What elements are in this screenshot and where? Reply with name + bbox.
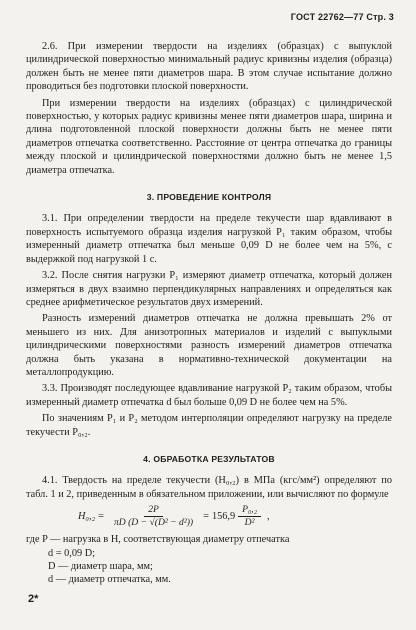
paragraph-3-2: 3.2. После снятия нагрузки P₁ измеряют диаметр отпечатка, который должен измеряться в двух взаимно перпендикулярных направлениях и определяться как среднее арифметическое результатов двух измерений.	[26, 270, 392, 308]
legend-row: D — диаметр шара, мм;	[48, 561, 153, 572]
hardness-formula	[78, 504, 392, 529]
page-content	[26, 40, 392, 587]
formula-fraction-2	[238, 504, 261, 529]
section-3-title: 3. ПРОВЕДЕНИЕ КОНТРОЛЯ	[146, 192, 272, 203]
equals-sign: =	[98, 510, 104, 522]
paragraph-3-2-cont: Разность измерений диаметров отпечатка не должна превышать 2% от меньшего из них. Для анизотропных материалов и изделий с выпуклыми цилиндрическими поверхностями разность измерений диаметров отпечатка должна быть указана в нормативно-технической документации на металлопродукцию.	[26, 313, 392, 378]
formula-coefficient: 156,9	[211, 510, 236, 522]
fraction-1-numerator: 2P	[144, 504, 163, 517]
paragraph-4-1: 4.1. Твердость на пределе текучести (H₀,₂) в МПа (кгс/мм²) определяют по табл. 1 и 2, приведенным в обязательном приложении, или вычисляют по формуле	[26, 475, 392, 500]
legend-row: d = 0,09 D;	[48, 547, 95, 559]
section-4-title: 4. ОБРАБОТКА РЕЗУЛЬТАТОВ	[143, 453, 275, 464]
fraction-2-numerator: P₀,₂	[238, 504, 261, 517]
formula-fraction-1	[110, 504, 197, 529]
legend-row: где P — нагрузка в Н, соответствующая диаметру отпечатка	[26, 534, 290, 546]
fraction-2-denominator: D²	[244, 517, 255, 529]
legend-row: d — диаметр отпечатка, мм.	[48, 574, 171, 586]
equals-sign-2: =	[203, 510, 209, 522]
fraction-1-denominator: πD (D − √(D² − d²))	[113, 517, 194, 529]
paragraph-2-6-cont: При измерении твердости на изделиях (образцах) с цилиндрической поверхностью, у которых радиус кривизны менее пяти диаметров шара, ширина и длина подготовленной плоской поверхности должны быть не менее пяти диаметров отпечатка соответственно. Расстояние от центра отпечатка до границы между плоской и цилиндрической поверхностями должно быть не менее 1,5 диаметра отпечатка.	[26, 97, 392, 176]
paragraph-2-6: 2.6. При измерении твердости на изделиях (образцах) с выпуклой цилиндрической поверхностью минимальный радиус кривизны изделия (образца) должен быть не менее пяти диаметров шара. В этом случае испытание должно проводиться без подготовки плоской поверхности.	[26, 41, 392, 93]
formula-legend	[26, 533, 392, 587]
formula-lhs: H₀,₂	[78, 510, 96, 522]
signature-mark: 2*	[28, 593, 39, 605]
paragraph-3-3: 3.3. Производят последующее вдавливание нагрузкой P₂ таким образом, чтобы измеренный диаметр отпечатка d был больше 0,09 D не более чем на 5%.	[26, 383, 392, 408]
paragraph-3-1: 3.1. При определении твердости на пределе текучести шар вдавливают в поверхность испытуемого образца изделия нагрузкой P₁ таким образом, чтобы измеренный диаметр отпечатка был меньше 0,09 D не более чем на 5%, с выдержкой под нагрузкой 1 с.	[26, 213, 392, 265]
page-header: ГОСТ 22762—77 Стр. 3	[290, 12, 394, 22]
paragraph-3-3-cont: По значениям P₁ и P₂ методом интерполяции определяют нагрузку на пределе текучести P₀,₂.	[26, 413, 392, 438]
formula-terminator: ,	[267, 510, 270, 522]
